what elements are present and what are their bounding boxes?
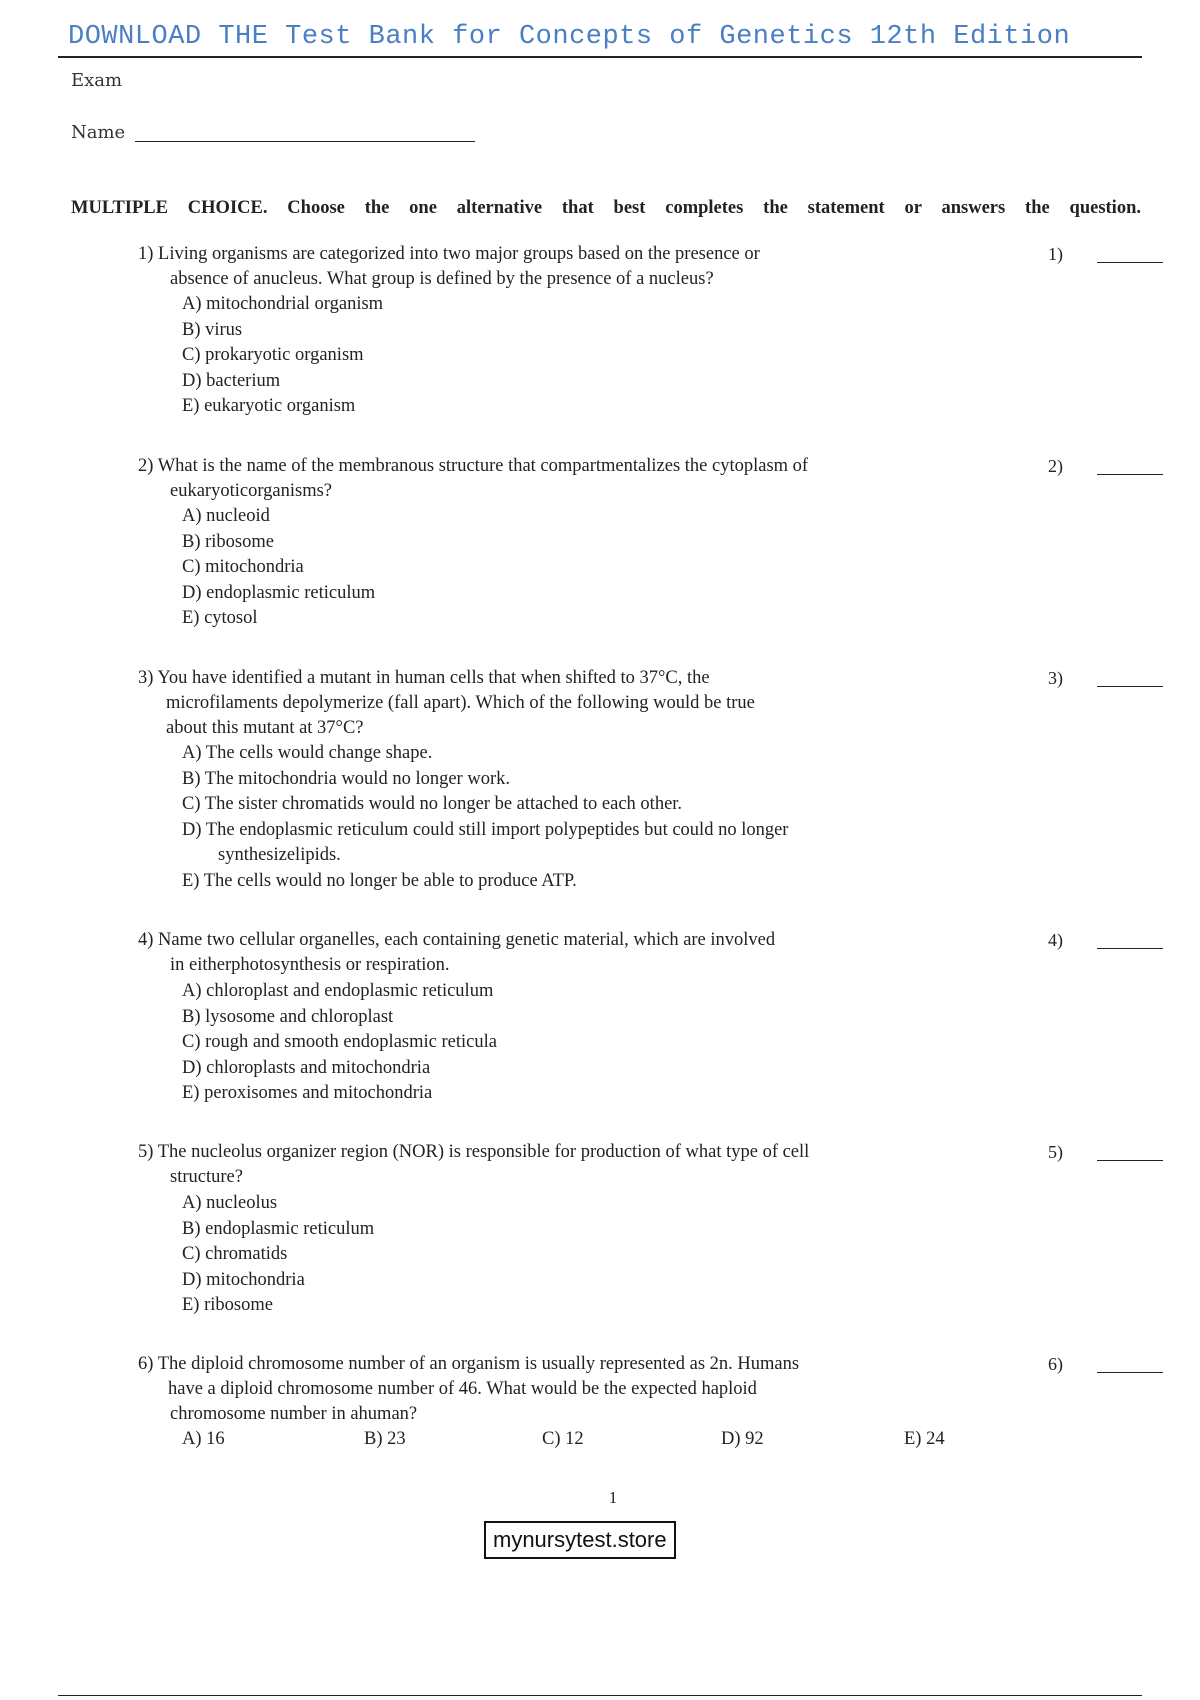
choice[interactable]: C) 12: [542, 1429, 584, 1449]
question-5-number: 5): [1048, 1142, 1063, 1162]
stem-line: chromosome number in ahuman?: [170, 1404, 418, 1424]
bottom-divider: [58, 1695, 1142, 1696]
question-6-answer-blank[interactable]: [1097, 1372, 1163, 1373]
choice[interactable]: C) rough and smooth endoplasmic reticula: [182, 1032, 497, 1052]
choice[interactable]: E) 24: [904, 1429, 945, 1449]
question-4-stem: [138, 928, 1008, 978]
choice[interactable]: A) nucleolus: [182, 1193, 278, 1213]
choice[interactable]: B) virus: [182, 319, 243, 340]
stem-line: eukaryoticorganisms?: [170, 481, 333, 501]
choice[interactable]: B) endoplasmic reticulum: [182, 1218, 375, 1239]
site-stamp: mynursytest.store: [484, 1521, 676, 1559]
stem-line: about this mutant at 37°C?: [166, 718, 364, 738]
choice[interactable]: E) eukaryotic organism: [182, 396, 356, 416]
choice[interactable]: C) The sister chromatids would no longer be attached to each other.: [182, 794, 683, 814]
choice[interactable]: E) ribosome: [182, 1295, 273, 1315]
page-number: 1: [608, 1488, 618, 1507]
stem-line: 5) The nucleolus organizer region (NOR) is responsible for production of what type of cell: [138, 1142, 810, 1162]
choice[interactable]: D) mitochondria: [182, 1269, 305, 1290]
question-5-choices: [182, 1191, 1002, 1319]
question-3-answer-blank[interactable]: [1097, 686, 1163, 687]
question-2-choices: [182, 504, 1002, 632]
choice[interactable]: A) The cells would change shape.: [182, 743, 433, 763]
stem-line: microfilaments depolymerize (fall apart). Which of the following would be true: [166, 693, 755, 713]
choice[interactable]: E) cytosol: [182, 608, 258, 628]
choice[interactable]: D) bacterium: [182, 370, 281, 391]
choice[interactable]: C) mitochondria: [182, 557, 304, 577]
question-2-number: 2): [1048, 456, 1063, 476]
question-6-stem: [138, 1352, 1008, 1427]
choice[interactable]: B) 23: [364, 1429, 406, 1449]
question-2-answer-blank[interactable]: [1097, 474, 1163, 475]
choice[interactable]: C) chromatids: [182, 1244, 288, 1264]
question-1-answer-blank[interactable]: [1097, 262, 1163, 263]
choice[interactable]: B) ribosome: [182, 531, 274, 552]
choice[interactable]: D) chloroplasts and mitochondria: [182, 1057, 431, 1078]
choice[interactable]: D) The endoplasmic reticulum could still import polypeptides but could no longer: [182, 819, 789, 840]
choice[interactable]: A) nucleoid: [182, 506, 270, 526]
download-banner[interactable]: [58, 22, 1142, 58]
stem-line: absence of anucleus. What group is defined by the presence of a nucleus?: [170, 269, 714, 289]
stem-line: 3) You have identified a mutant in human cells that when shifted to 37°C, the: [138, 668, 710, 688]
choice[interactable]: D) endoplasmic reticulum: [182, 582, 376, 603]
stem-line: structure?: [170, 1167, 243, 1187]
question-5-answer-blank[interactable]: [1097, 1160, 1163, 1161]
question-2-stem: [138, 454, 1008, 504]
question-3-number: 3): [1048, 668, 1063, 688]
name-field-line[interactable]: [135, 141, 475, 142]
question-1-choices: [182, 292, 1002, 420]
choice[interactable]: A) 16: [182, 1429, 225, 1449]
exam-label: Exam: [71, 70, 123, 91]
choice[interactable]: A) chloroplast and endoplasmic reticulum: [182, 981, 494, 1001]
question-1-number: 1): [1048, 244, 1063, 264]
question-3-stem: [138, 666, 1008, 741]
stem-line: 6) The diploid chromosome number of an organism is usually represented as 2n. Humans: [138, 1354, 800, 1374]
choice[interactable]: D) 92: [721, 1429, 764, 1449]
question-4-answer-blank[interactable]: [1097, 948, 1163, 949]
question-5-stem: [138, 1140, 1008, 1190]
question-4-choices: [182, 979, 1002, 1107]
stem-line: in eitherphotosynthesis or respiration.: [170, 955, 450, 975]
stem-line: 2) What is the name of the membranous structure that compartmentalizes the cytoplasm of: [138, 456, 809, 476]
choice[interactable]: E) peroxisomes and mitochondria: [182, 1083, 433, 1103]
choice[interactable]: E) The cells would no longer be able to produce ATP.: [182, 870, 577, 891]
choice[interactable]: B) The mitochondria would no longer work.: [182, 768, 510, 789]
question-3-choices: [182, 741, 1002, 894]
choice[interactable]: B) lysosome and chloroplast: [182, 1006, 394, 1027]
question-6-number: 6): [1048, 1354, 1063, 1374]
name-label: Name: [71, 122, 126, 143]
stem-line: have a diploid chromosome number of 46. What would be the expected haploid: [168, 1379, 757, 1399]
choice[interactable]: C) prokaryotic organism: [182, 345, 364, 365]
question-1-stem: [138, 242, 1008, 292]
question-4-number: 4): [1048, 930, 1063, 950]
choice[interactable]: A) mitochondrial organism: [182, 294, 384, 314]
section-instructions: MULTIPLE CHOICE. Choose the one alternative that best completes the statement or answers the question.: [71, 198, 1141, 218]
stem-line: 4) Name two cellular organelles, each containing genetic material, which are involved: [138, 930, 776, 950]
stem-line: 1) Living organisms are categorized into two major groups based on the presence or: [138, 244, 760, 264]
choice-continuation: synthesizelipids.: [218, 845, 341, 865]
download-link[interactable]: DOWNLOAD THE Test Bank for Concepts of Genetics 12th Edition: [68, 22, 1071, 52]
